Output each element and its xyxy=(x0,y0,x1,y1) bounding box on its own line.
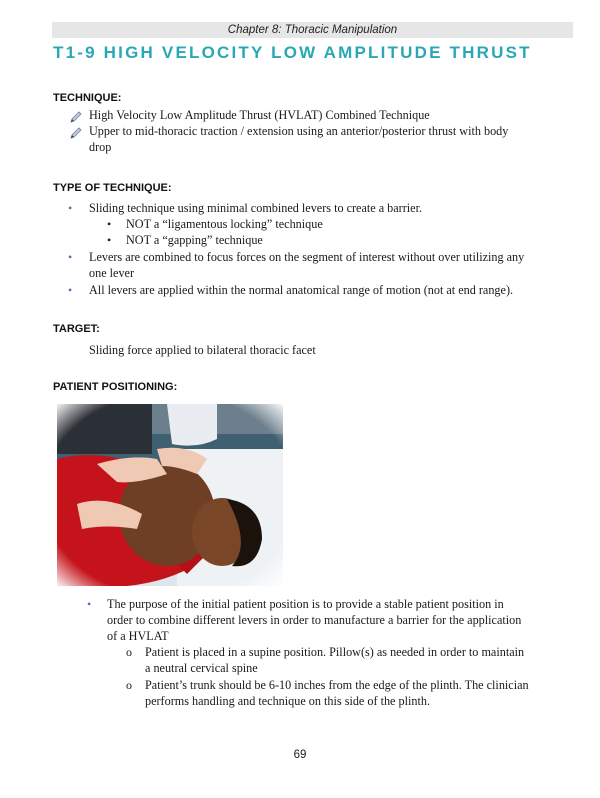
technique-heading: TECHNIQUE: xyxy=(53,92,122,104)
page-number: 69 xyxy=(293,749,307,761)
bullet-icon: • xyxy=(107,233,112,247)
positioning-item: The purpose of the initial patient position is to provide a stable patient position in xyxy=(107,597,504,611)
bullet-icon: • xyxy=(68,250,73,264)
type-item: All levers are applied within the normal anatomical range of motion (not at end range). xyxy=(89,283,514,297)
page-title: T1-9 HIGH VELOCITY LOW AMPLITUDE THRUST xyxy=(53,43,532,62)
technique-item: High Velocity Low Amplitude Thrust (HVLAT) Combined Technique xyxy=(89,108,430,122)
positioning-subitem: Patient’s trunk should be 6-10 inches from the edge of the plinth. The clinician xyxy=(145,678,529,692)
type-item: Sliding technique using minimal combined levers to create a barrier. xyxy=(89,201,423,215)
bullet-icon: • xyxy=(68,283,73,297)
type-heading: TYPE OF TECHNIQUE: xyxy=(53,182,172,194)
positioning-subitem: Patient is placed in a supine position. Pillow(s) as needed in order to maintain xyxy=(145,645,525,659)
circle-bullet-icon: o xyxy=(126,678,132,692)
positioning-subitem: performs handling and technique on this side of the plinth. xyxy=(145,694,430,708)
circle-bullet-icon: o xyxy=(126,645,132,659)
target-heading: TARGET: xyxy=(53,323,100,335)
chapter-header: Chapter 8: Thoracic Manipulation xyxy=(52,22,573,38)
target-text: Sliding force applied to bilateral thoracic facet xyxy=(89,343,316,357)
bullet-icon: • xyxy=(87,597,92,611)
patient-positioning-photo xyxy=(57,404,283,586)
positioning-item: order to combine different levers in order to manufacture a barrier for the application xyxy=(107,613,522,627)
bullet-icon: • xyxy=(107,217,112,231)
pencil-icon xyxy=(70,111,82,123)
type-subitem: NOT a “ligamentous locking” technique xyxy=(126,217,323,231)
technique-item: Upper to mid-thoracic traction / extension using an anterior/posterior thrust with body xyxy=(89,124,509,138)
positioning-subitem: a neutral cervical spine xyxy=(145,661,258,675)
bullet-icon: • xyxy=(68,201,73,215)
type-subitem: NOT a “gapping” technique xyxy=(126,233,263,247)
positioning-heading: PATIENT POSITIONING: xyxy=(53,381,178,393)
type-item: one lever xyxy=(89,266,135,280)
pencil-icon xyxy=(70,127,82,139)
type-item: Levers are combined to focus forces on the segment of interest without over utilizing any xyxy=(89,250,525,264)
technique-item: drop xyxy=(89,140,112,154)
positioning-item: of a HVLAT xyxy=(107,629,169,643)
